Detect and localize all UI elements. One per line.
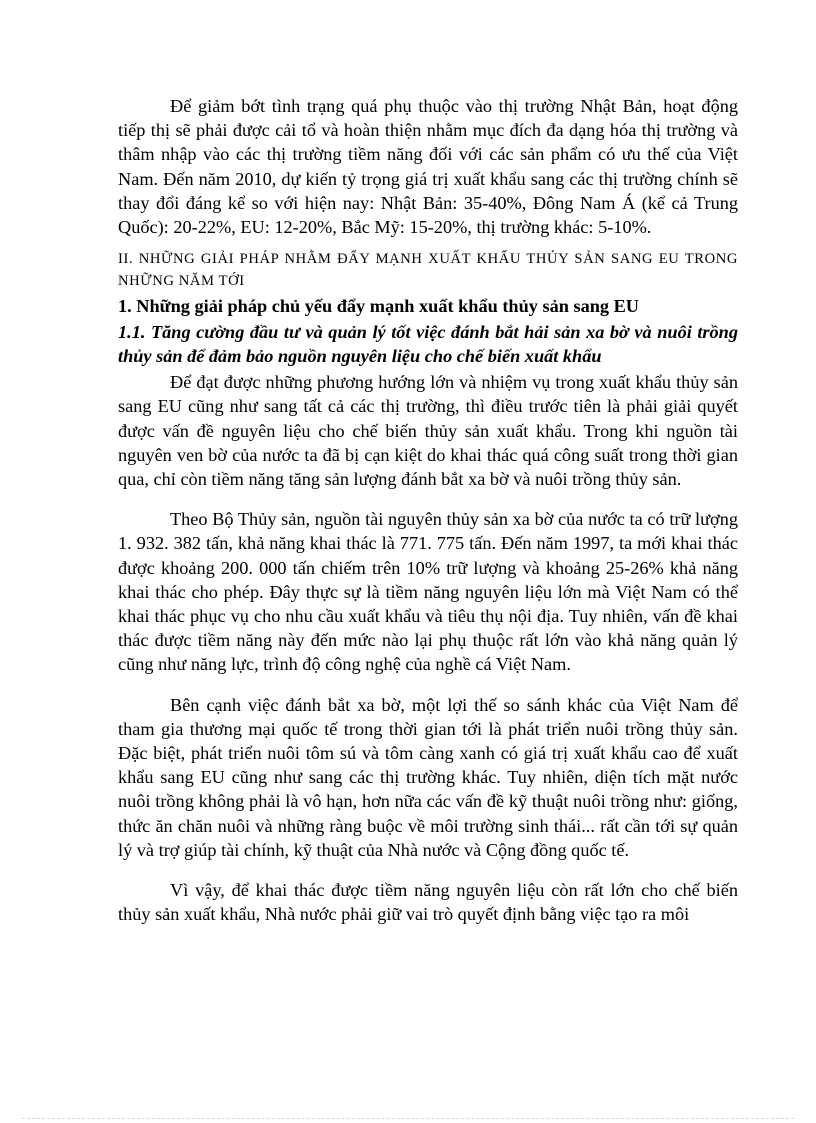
page-bottom-divider (22, 1118, 794, 1119)
document-page (118, 94, 738, 926)
body-paragraph-5: Vì vậy, để khai thác được tiềm năng nguyên liệu còn rất lớn cho chế biến thủy sản xuất khẩu, Nhà nước phải giữ vai trò quyết định bằng việc tạo ra môi (118, 880, 738, 925)
body-paragraph-4: Bên cạnh việc đánh bắt xa bờ, một lợi thế so sánh khác của Việt Nam để tham gia thương mại quốc tế trong thời gian tới là phát triển nuôi trồng thủy sản. Đặc biệt, phát triển nuôi tôm sú và tôm càng xanh có giá trị xuất khẩu cao để xuất khẩu sang EU cũng như sang các thị trường khác. Tuy nhiên, diện tích mặt nước nuôi trồng không phải là vô hạn, hơn nữa các vấn đề kỹ thuật nuôi trồng như: giống, thức ăn chăn nuôi và những ràng buộc về môi trường sinh thái... rất cần tới sự quản lý và trợ giúp tài chính, kỹ thuật của Nhà nước và Cộng đồng quốc tế. (118, 694, 738, 860)
body-paragraph-2: Để đạt được những phương hướng lớn và nhiệm vụ trong xuất khẩu thủy sản sang EU cũng như sang tất cả các thị trường, thì điều trước tiên là phải giải quyết được vấn đề nguyên liệu cho chế biến thủy sản xuất khẩu. Trong khi nguồn tài nguyên ven bờ của nước ta đã bị cạn kiệt do khai thác quá công suất trong thời gian qua, chỉ còn tiềm năng tăng sản lượng đánh bắt xa bờ và nuôi trồng thủy sản. (118, 372, 738, 490)
section-1-1-heading: 1.1. Tăng cường đầu tư và quản lý tốt việc đánh bắt hải sản xa bờ và nuôi trồng thủy sản để đảm bảo nguồn nguyên liệu cho chế biến xuất khẩu (118, 322, 738, 367)
body-paragraph-3: Theo Bộ Thủy sản, nguồn tài nguyên thủy sản xa bờ của nước ta có trữ lượng 1. 932. 382 tấn, khả năng khai thác là 771. 775 tấn. Đến năm 1997, ta mới khai thác được khoảng 200. 000 tấn chiếm trên 10% trữ lượng và khoảng 25-26% khả năng khai thác cho phép. Đây thực sự là tiềm năng nguyên liệu lớn mà Việt Nam có thể khai thác phục vụ cho nhu cầu xuất khẩu và tiêu thụ nội địa. Tuy nhiên, vấn đề khai thác được tiềm năng này đến mức nào lại phụ thuộc rất lớn vào khả năng quản lý cũng như năng lực, trình độ công nghệ của nghề cá Việt Nam. (118, 509, 738, 675)
section-1-heading: 1. Những giải pháp chủ yếu đẩy mạnh xuất khẩu thủy sản sang EU (118, 296, 639, 317)
section-ii-heading: II. NHỮNG GIẢI PHÁP NHẰM ĐẨY MẠNH XUẤT KHẨU THỦY SẢN SANG EU TRONG NHỮNG NĂM TỚI (118, 251, 738, 290)
intro-paragraph: Để giảm bớt tình trạng quá phụ thuộc vào thị trường Nhật Bản, hoạt động tiếp thị sẽ phải được cải tổ và hoàn thiện nhằm mục đích đa dạng hóa thị trường và thâm nhập vào các thị trường tiềm năng đối với các sản phẩm có ưu thế của Việt Nam. Đến năm 2010, dự kiến tỷ trọng giá trị xuất khẩu sang các thị trường chính sẽ thay đổi đáng kể so với hiện nay: Nhật Bản: 35-40%, Đông Nam Á (kể cả Trung Quốc): 20-22%, EU: 12-20%, Bắc Mỹ: 15-20%, thị trường khác: 5-10%. (118, 96, 738, 238)
